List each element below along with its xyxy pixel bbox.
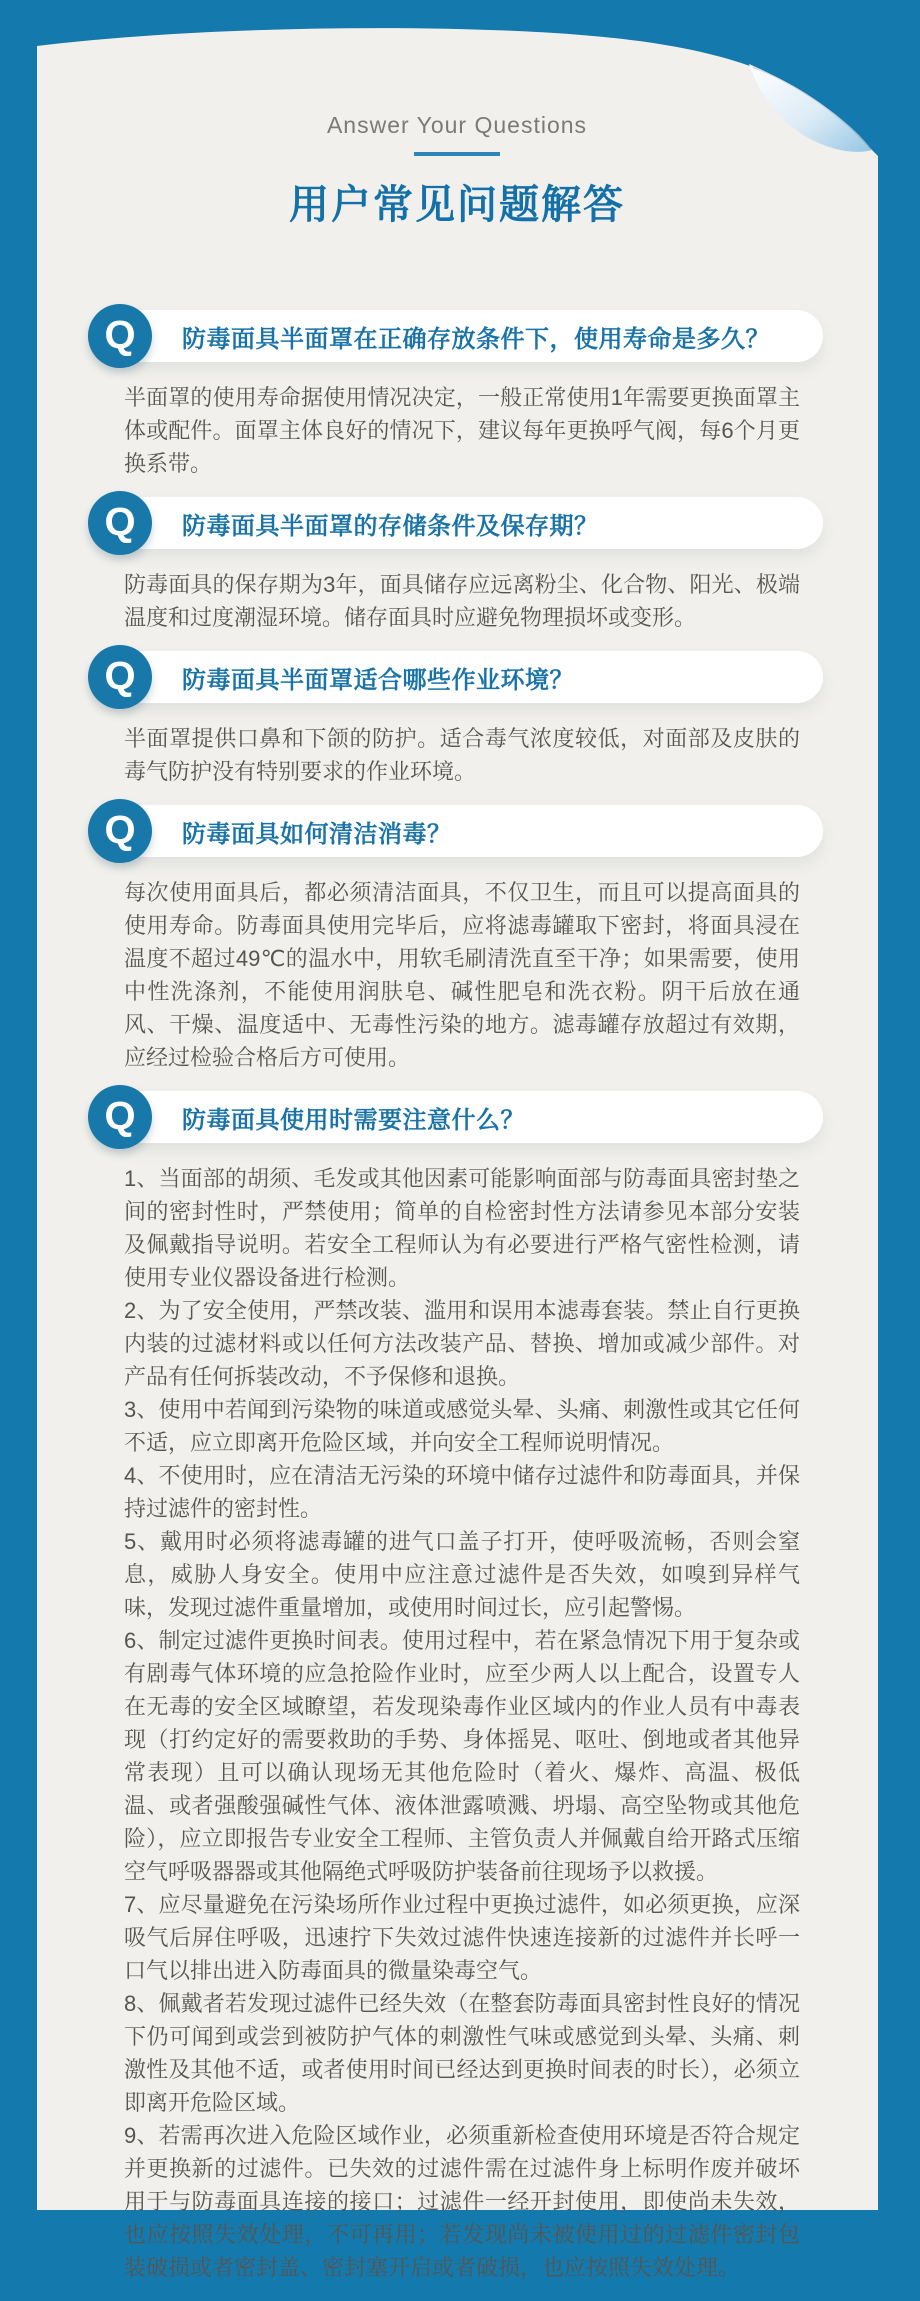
answer-paragraph: 半面罩的使用寿命据使用情况决定，一般正常使用1年需要更换面罩主体或配件。面罩主体良好的情况下，建议每年更换呼气阀，每6个月更换系带。: [124, 385, 800, 476]
answer-paragraph: 4、不使用时，应在清洁无污染的环境中储存过滤件和防毒面具，并保持过滤件的密封性。: [124, 1463, 800, 1521]
question-bar: [112, 310, 823, 362]
q-badge-letter: Q: [104, 808, 136, 852]
header: [87, 112, 827, 230]
answer-paragraph: 1、当面部的胡须、毛发或其他因素可能影响面部与防毒面具密封垫之间的密封性时，严禁使用；简单的自检密封性方法请参见本部分安装及佩戴指导说明。若安全工程师认为有必要进行严格气密性检测，请使用专业仪器设备进行检测。: [124, 1166, 800, 1290]
answer-block: [124, 381, 800, 480]
question-bar: [112, 651, 823, 703]
answer-block: [124, 568, 800, 634]
answer-paragraph: 5、戴用时必须将滤毒罐的进气口盖子打开，使呼吸流畅，否则会窒息，威胁人身安全。使用中应注意过滤件是否失效，如嗅到异样气味，发现过滤件重量增加，或使用时间过长，应引起警惕。: [124, 1529, 800, 1620]
faq-list: [87, 310, 827, 2284]
question-row: [87, 805, 827, 857]
q-icon: [88, 304, 152, 368]
answer-paragraph: 防毒面具的保存期为3年，面具储存应远离粉尘、化合物、阳光、极端温度和过度潮湿环境。储存面具时应避免物理损坏或变形。: [124, 572, 800, 630]
faq-item: [87, 805, 827, 1074]
question-text: 防毒面具半面罩适合哪些作业环境？: [182, 666, 574, 694]
answer-block: [124, 1162, 800, 2284]
faq-item: [87, 310, 827, 480]
question-bar: [112, 1091, 823, 1143]
q-icon: [88, 645, 152, 709]
q-icon: [88, 491, 152, 555]
faq-item: [87, 497, 827, 634]
answer-paragraph: 9、若需再次进入危险区域作业，必须重新检查使用环境是否符合规定并更换新的过滤件。已失效的过滤件需在过滤件身上标明作废并破坏用于与防毒面具连接的接口；过滤件一经开封使用，即使尚未失效，也应按照失效处理，不可再用；若发现尚未被使用过的过滤件密封包装破损或者密封盖、密封塞开启或者破损，也应按照失效处理。: [124, 2123, 800, 2280]
content-area: [87, 112, 827, 2301]
q-badge-letter: Q: [104, 1094, 136, 1138]
answer-paragraph: 8、佩戴者若发现过滤件已经失效（在整套防毒面具密封性良好的情况下仍可闻到或尝到被防护气体的刺激性气味或感觉到头晕、头痛、刺激性及其他不适，或者使用时间已经达到更换时间表的时长），必须立即离开危险区域。: [124, 1991, 800, 2115]
q-icon: [88, 799, 152, 863]
answer-paragraph: 3、使用中若闻到污染物的味道或感觉头晕、头痛、刺激性或其它任何不适，应立即离开危险区域，并向安全工程师说明情况。: [124, 1397, 800, 1455]
title-divider: [414, 152, 500, 156]
q-icon: [88, 1085, 152, 1149]
question-text: 防毒面具半面罩在正确存放条件下，使用寿命是多久？: [182, 325, 770, 353]
question-bar: [112, 497, 823, 549]
question-text: 防毒面具半面罩的存储条件及保存期？: [182, 512, 599, 540]
subtitle: Answer Your Questions: [326, 112, 588, 138]
question-text: 防毒面具如何清洁消毒？: [182, 820, 452, 848]
question-row: [87, 1091, 827, 1143]
question-row: [87, 310, 827, 362]
answer-block: [124, 722, 800, 788]
question-bar: [112, 805, 823, 857]
q-badge-letter: Q: [104, 654, 136, 698]
answer-paragraph: 半面罩提供口鼻和下颌的防护。适合毒气浓度较低，对面部及皮肤的毒气防护没有特别要求的作业环境。: [124, 726, 800, 784]
question-row: [87, 497, 827, 549]
faq-item: [87, 651, 827, 788]
answer-paragraph: 6、制定过滤件更换时间表。使用过程中，若在紧急情况下用于复杂或有剧毒气体环境的应急抢险作业时，应至少两人以上配合，设置专人在无毒的安全区域瞭望，若发现染毒作业区域内的作业人员有中毒表现（打约定好的需要救助的手势、身体摇晃、呕吐、倒地或者其他异常表现）且可以确认现场无其他危险时（着火、爆炸、高温、极低温、或者强酸强碱性气体、液体泄露喷溅、坍塌、高空坠物或其他危险），应立即报告专业安全工程师、主管负责人并佩戴自给开路式压缩空气呼吸器器或其他隔绝式呼吸防护装备前往现场予以救援。: [124, 1628, 800, 1884]
answer-paragraph: 2、为了安全使用，严禁改装、滥用和误用本滤毒套装。禁止自行更换内装的过滤材料或以任何方法改装产品、替换、增加或减少部件。对产品有任何拆装改动，不予保修和退换。: [124, 1298, 800, 1389]
q-badge-letter: Q: [104, 500, 136, 544]
page-title: 用户常见问题解答: [289, 183, 625, 227]
answer-block: [124, 876, 800, 1074]
question-row: [87, 651, 827, 703]
question-text: 防毒面具使用时需要注意什么？: [182, 1106, 525, 1134]
answer-paragraph: 7、应尽量避免在污染场所作业过程中更换过滤件，如必须更换，应深吸气后屏住呼吸，迅速拧下失效过滤件快速连接新的过滤件并长呼一口气以排出进入防毒面具的微量染毒空气。: [124, 1892, 800, 1983]
answer-paragraph: 每次使用面具后，都必须清洁面具，不仅卫生，而且可以提高面具的使用寿命。防毒面具使用完毕后，应将滤毒罐取下密封，将面具浸在温度不超过49℃的温水中，用软毛刷清洗直至干净；如果需要，使用中性洗涤剂，不能使用润肤皂、碱性肥皂和洗衣粉。阴干后放在通风、干燥、温度适中、无毒性污染的地方。滤毒罐存放超过有效期，应经过检验合格后方可使用。: [124, 880, 800, 1070]
faq-item: [87, 1091, 827, 2284]
q-badge-letter: Q: [104, 313, 136, 357]
